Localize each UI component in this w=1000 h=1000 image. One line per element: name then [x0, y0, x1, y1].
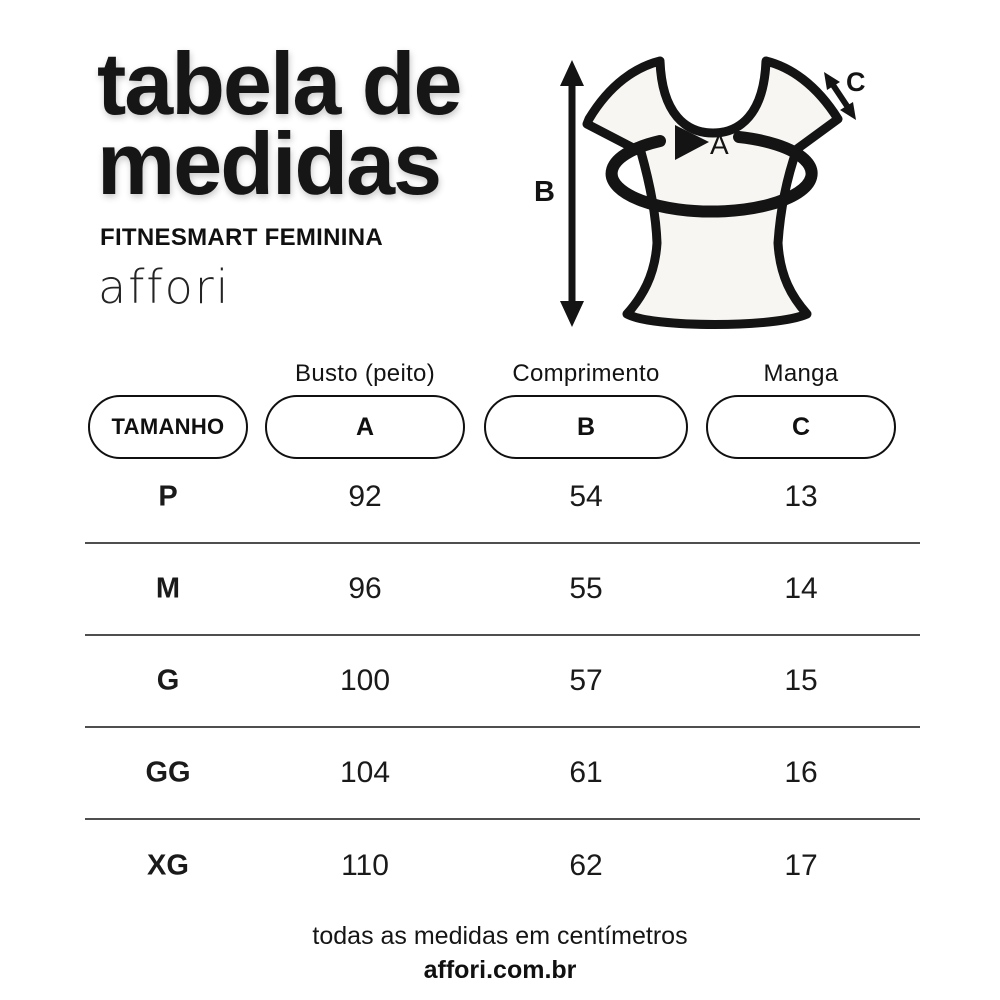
- sleeve-cell: 13: [784, 480, 818, 513]
- sleeve-measure-label: C: [846, 67, 866, 97]
- bust-cell: 110: [341, 849, 389, 882]
- length-measure-label: B: [534, 176, 555, 208]
- page-title: [97, 34, 461, 213]
- pill-header-a: A: [265, 395, 465, 459]
- size-cell: G: [156, 664, 180, 697]
- sleeve-cell: 15: [784, 664, 818, 697]
- size-cell: P: [158, 480, 178, 513]
- product-subtitle: FITNESMART FEMININA: [100, 224, 384, 251]
- length-cell: 54: [569, 480, 603, 513]
- pill-header-c: C: [706, 395, 896, 459]
- units-note: todas as medidas em centímetros: [312, 922, 688, 950]
- length-cell: 55: [569, 572, 603, 605]
- pill-header-size: TAMANHO: [88, 395, 248, 459]
- table-row: [85, 728, 920, 820]
- tshirt-measurement-diagram: [530, 28, 990, 348]
- bust-cell: 96: [348, 572, 382, 605]
- size-cell: GG: [145, 756, 191, 789]
- bust-cell: 104: [339, 756, 391, 789]
- column-header-sleeve: Manga: [763, 360, 839, 387]
- length-cell: 62: [569, 849, 603, 882]
- pill-header-b: B: [484, 395, 688, 459]
- bust-cell: 92: [348, 480, 382, 513]
- sleeve-cell: 17: [784, 849, 818, 882]
- table-row: [85, 452, 920, 544]
- table-row: [85, 544, 920, 636]
- table-row: [85, 820, 920, 912]
- length-cell: 57: [569, 664, 603, 697]
- column-header-bust: Busto (peito): [295, 360, 435, 387]
- brand-logo: affori: [98, 260, 231, 314]
- column-header-length: Comprimento: [512, 360, 660, 387]
- page-title-line2: medidas: [97, 114, 441, 213]
- bust-measure-label: A: [710, 129, 729, 160]
- sleeve-cell: 14: [784, 572, 818, 605]
- length-arrow-icon: [560, 60, 584, 327]
- length-cell: 61: [569, 756, 603, 789]
- website-url: affori.com.br: [423, 956, 577, 984]
- size-cell: XG: [147, 849, 189, 882]
- sleeve-cell: 16: [784, 756, 818, 789]
- size-cell: M: [155, 572, 181, 605]
- table-row: [85, 636, 920, 728]
- bust-cell: 100: [339, 664, 391, 697]
- page-title-line1: tabela de: [97, 34, 461, 133]
